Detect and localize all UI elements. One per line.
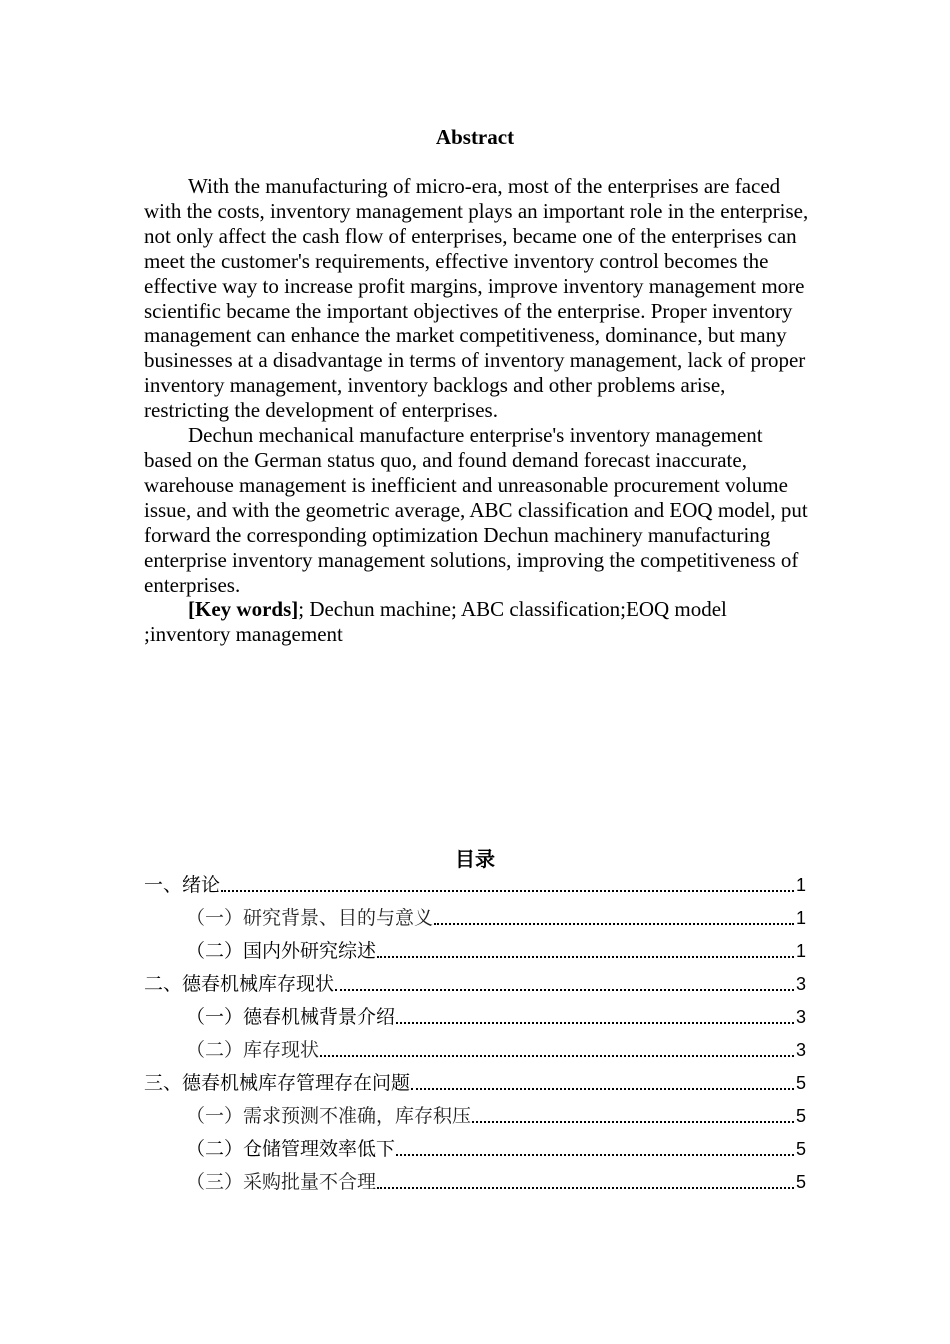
toc-dot-leader [221, 890, 794, 892]
abstract-paragraph: Dechun mechanical manufacture enterprise's inventory management based on the German status quo, and found demand forecast inaccurate, warehouse management is inefficient and unreasonable procurement volume issue, and with the geometric average, ABC classification and EOQ model, put forward the corresponding optimization Dechun machinery manufacturing enterprise inventory management solutions, improving the competitiveness of enterprises. [144, 423, 808, 597]
toc-dot-leader [472, 1121, 794, 1123]
toc-entry-page: 1 [795, 941, 806, 961]
keywords-line [144, 597, 810, 647]
toc-dot-leader [411, 1088, 794, 1090]
toc-entry[interactable] [144, 1064, 806, 1097]
toc-dot-leader [377, 1187, 794, 1189]
toc-dot-leader [320, 1055, 794, 1057]
toc-title: 目录 [455, 847, 495, 871]
toc-entry-page: 5 [795, 1073, 806, 1093]
toc-entry[interactable] [186, 1130, 806, 1163]
toc-entry-label: （一）研究背景、目的与意义 [186, 907, 434, 929]
keywords-text: ; Dechun machine; ABC classification;EOQ model ;inventory management [144, 597, 727, 647]
toc-entry-page: 3 [795, 974, 806, 994]
toc-entry-page: 3 [795, 1007, 806, 1027]
toc-entry[interactable] [144, 866, 806, 899]
toc-entry[interactable] [186, 1031, 806, 1064]
toc-entry[interactable] [186, 998, 806, 1031]
toc-entry-label: 二、德春机械库存现状 [144, 973, 335, 995]
toc-entry-page: 3 [795, 1040, 806, 1060]
toc-entry[interactable] [186, 1097, 806, 1130]
toc-entry-label: （一）德春机械背景介绍 [186, 1006, 396, 1028]
toc-entry-label: 一、绪论 [144, 874, 221, 896]
toc-entry[interactable] [186, 932, 806, 965]
toc-entry-page: 1 [795, 875, 806, 895]
toc-entry-page: 5 [795, 1106, 806, 1126]
toc-entry-label: （二）仓储管理效率低下 [186, 1138, 396, 1160]
keywords-label: [Key words] [188, 597, 299, 622]
toc-entry-label: （三）采购批量不合理 [186, 1171, 377, 1193]
toc-dot-leader [377, 956, 794, 958]
toc-dot-leader [335, 989, 794, 991]
toc-entry-label: 三、德春机械库存管理存在问题 [144, 1072, 411, 1094]
toc-entry-label: （二）国内外研究综述 [186, 940, 377, 962]
toc-entry-page: 5 [795, 1172, 806, 1192]
abstract-body [144, 174, 810, 647]
toc-entry[interactable] [186, 899, 806, 932]
toc-entry[interactable] [186, 1163, 806, 1196]
toc-dot-leader [434, 923, 794, 925]
toc-entry-page: 5 [795, 1139, 806, 1159]
abstract-title: Abstract [435, 125, 515, 149]
toc-entry-page: 1 [795, 908, 806, 928]
abstract-paragraph: With the manufacturing of micro-era, most of the enterprises are faced with the costs, inventory management plays an important role in the enterprise, not only affect the cash flow of enterprises, became one of the enterprises can meet the customer's requirements, effective inventory control becomes the effective way to increase profit margins, improve inventory management more scientific became the important objectives of the enterprise. Proper inventory management can enhance the market competitiveness, dominance, but many businesses at a disadvantage in terms of inventory management, lack of proper inventory management, inventory backlogs and other problems arise, restricting the development of enterprises. [144, 174, 809, 423]
toc-entry[interactable] [144, 965, 806, 998]
toc-entry-label: （一）需求预测不准确，库存积压 [186, 1105, 472, 1127]
toc-dot-leader [396, 1154, 794, 1156]
toc-entry-label: （二）库存现状 [186, 1039, 320, 1061]
toc-dot-leader [396, 1022, 794, 1024]
